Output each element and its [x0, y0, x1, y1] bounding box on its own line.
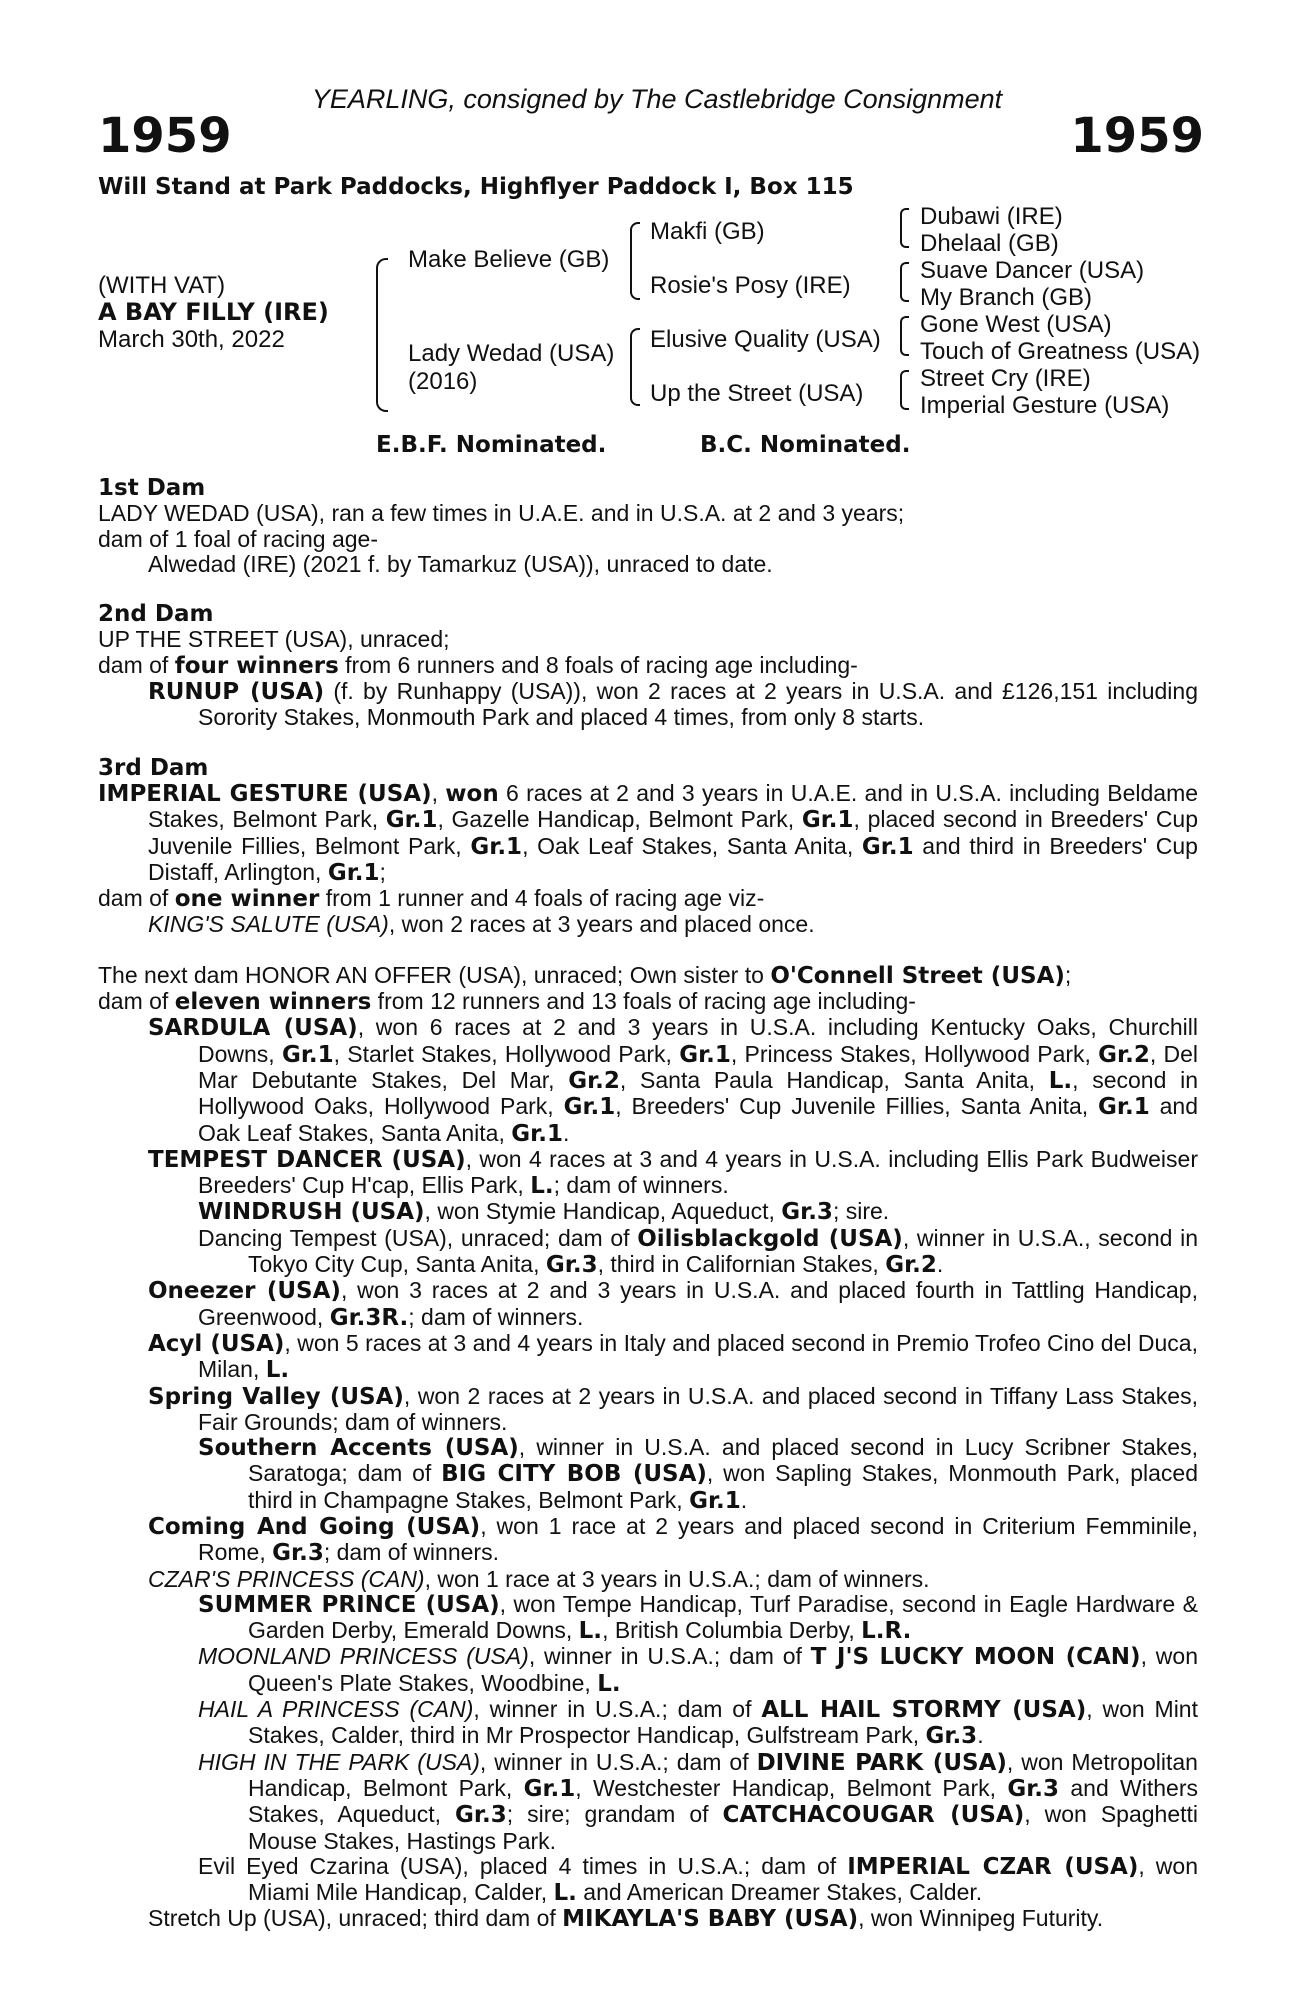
main-brace	[376, 258, 388, 412]
produce-summer-prince: SUMMER PRINCE (USA), won Tempe Handicap, Turf Paradise, second in Eagle Hardware & Garden Derby, Emerald Downs, L., British Columbia Derby, L.R.	[198, 1590, 1198, 1645]
g3-7: Street Cry (IRE)	[920, 365, 1091, 392]
g3-brace-1	[900, 208, 909, 248]
second-dam-produce-intro: dam of four winners from 6 runners and 8 foals of racing age including-	[98, 651, 858, 679]
dam-year: (2016)	[408, 368, 478, 395]
dam-sire: Elusive Quality (USA)	[650, 326, 881, 353]
produce-oneezer: Oneezer (USA), won 3 races at 2 and 3 years in U.S.A. and placed fourth in Tattling Handicap, Greenwood, Gr.3R.; dam of winners.	[148, 1277, 1198, 1331]
second-dam-text: UP THE STREET (USA), unraced;	[98, 626, 450, 653]
produce-dancing-tempest: Dancing Tempest (USA), unraced; dam of Oilisblackgold (USA), winner in U.S.A., second in Tokyo City Cup, Santa Anita, Gr.3, third in Californian Stakes, Gr.2.	[198, 1224, 1198, 1279]
third-dam-heading: 3rd Dam	[98, 754, 209, 781]
produce-sardula: SARDULA (USA), won 6 races at 2 and 3 years in U.S.A. including Kentucky Oaks, Churchill Downs, Gr.1, Starlet Stakes, Hollywood Park, Gr.1, Princess Stakes, Hollywood Park, Gr.2, Del Mar Debutante Stakes, Del Mar, Gr.2, Santa Paula Handicap, Santa Anita, L., second in Hollywood Oaks, Hollywood Park, Gr.1, Breeders' Cup Juvenile Fillies, Santa Anita, Gr.1 and Oak Leaf Stakes, Santa Anita, Gr.1.	[148, 1014, 1199, 1147]
next-dam-produce-intro: dam of eleven winners from 12 runners and 13 foals of racing age including-	[98, 988, 916, 1016]
produce-runup: RUNUP (USA) (f. by Runhappy (USA)), won 2 races at 2 years in U.S.A. and £126,151 including Sorority Stakes, Monmouth Park and placed 4 times, from only 8 starts.	[148, 678, 1198, 731]
produce-acyl: Acyl (USA), won 5 races at 3 and 4 years in Italy and placed second in Premio Trofeo Cino del Duca, Milan, L.	[148, 1329, 1198, 1384]
sire-dam: Rosie's Posy (IRE)	[650, 272, 851, 299]
produce-southern-accents: Southern Accents (USA), winner in U.S.A. and placed second in Lucy Scribner Stakes, Saratoga; dam of BIG CITY BOB (USA), won Sapling Stakes, Monmouth Park, placed third in Champagne Stakes, Belmont Park, Gr.1.	[198, 1434, 1198, 1514]
dam-dam: Up the Street (USA)	[650, 380, 864, 407]
g3-brace-2	[900, 262, 909, 302]
produce-high-in-the-park: HIGH IN THE PARK (USA), winner in U.S.A.; dam of DIVINE PARK (USA), won Metropolitan Handicap, Belmont Park, Gr.1, Westchester Handicap, Belmont Park, Gr.3 and Withers Stakes, Aqueduct, Gr.3; sire; grandam of CATCHACOUGAR (USA), won Spaghetti Mouse Stakes, Hastings Park.	[198, 1748, 1199, 1854]
produce-coming-and-going: Coming And Going (USA), won 1 race at 2 years and placed second in Criterium Femminile, Rome, Gr.3; dam of winners.	[148, 1512, 1198, 1567]
g3-brace-4	[900, 370, 909, 410]
g3-3: Suave Dancer (USA)	[920, 257, 1145, 284]
g3-2: Dhelaal (GB)	[920, 230, 1059, 257]
stabling-line: Will Stand at Park Paddocks, Highflyer Paddock I, Box 115	[98, 174, 854, 200]
lot-number-left: 1959	[98, 108, 232, 164]
g3-brace-3	[900, 316, 909, 356]
sire: Make Believe (GB)	[408, 246, 610, 273]
second-dam-heading: 2nd Dam	[98, 601, 214, 628]
ebf-nomination: E.B.F. Nominated.	[376, 432, 607, 458]
third-dam-text: IMPERIAL GESTURE (USA), won 6 races at 2 and 3 years in U.A.E. and in U.S.A. including Beldame Stakes, Belmont Park, Gr.1, Gazelle Handicap, Belmont Park, Gr.1, placed second in Breeders' Cup Juvenile Fillies, Belmont Park, Gr.1, Oak Leaf Stakes, Santa Anita, Gr.1 and third in Breeders' Cup Distaff, Arlington, Gr.1;	[98, 779, 1199, 886]
produce-tempest-dancer: TEMPEST DANCER (USA), won 4 races at 3 and 4 years in U.S.A. including Ellis Park Budweiser Breeders' Cup H'cap, Ellis Park, L.; dam of winners.	[148, 1145, 1198, 1200]
bc-nomination: B.C. Nominated.	[700, 432, 911, 458]
produce-windrush: WINDRUSH (USA), won Stymie Handicap, Aqueduct, Gr.3; sire.	[198, 1198, 890, 1226]
produce-czars-princess: CZAR'S PRINCESS (CAN), won 1 race at 3 years in U.S.A.; dam of winners.	[148, 1565, 930, 1592]
dam: Lady Wedad (USA)	[408, 340, 615, 367]
first-dam-heading: 1st Dam	[98, 475, 206, 501]
produce-evil-eyed-czarina: Evil Eyed Czarina (USA), placed 4 times in U.S.A.; dam of IMPERIAL CZAR (USA), won Miami Mile Handicap, Calder, L. and American Dreamer Stakes, Calder.	[198, 1852, 1198, 1907]
sire-brace	[630, 222, 640, 300]
first-dam-text: LADY WEDAD (USA), ran a few times in U.A.E. and in U.S.A. at 2 and 3 years;	[98, 500, 905, 527]
lot-number-right: 1959	[1070, 108, 1204, 164]
produce-moonland-princess: MOONLAND PRINCESS (USA), winner in U.S.A.; dam of T J'S LUCKY MOON (CAN), won Queen's Plate Stakes, Woodbine, L.	[198, 1643, 1198, 1697]
sire-sire: Makfi (GB)	[650, 218, 765, 245]
next-dam-text: The next dam HONOR AN OFFER (USA), unraced; Own sister to O'Connell Street (USA);	[98, 961, 1072, 989]
produce-alwedad: Alwedad (IRE) (2021 f. by Tamarkuz (USA)), unraced to date.	[148, 550, 773, 577]
foaling-date: March 30th, 2022	[98, 326, 285, 353]
consignor-line: YEARLING, consigned by The Castlebridge Consignment	[311, 84, 1003, 114]
third-dam-produce-intro: dam of one winner from 1 runner and 4 foals of racing age viz-	[98, 885, 765, 913]
produce-stretch-up: Stretch Up (USA), unraced; third dam of MIKAYLA'S BABY (USA), won Winnipeg Futurity.	[148, 1905, 1104, 1933]
g3-6: Touch of Greatness (USA)	[920, 338, 1201, 365]
g3-8: Imperial Gesture (USA)	[920, 392, 1170, 419]
produce-hail-a-princess: HAIL A PRINCESS (CAN), winner in U.S.A.; dam of ALL HAIL STORMY (USA), won Mint Stakes, Calder, third in Mr Prospector Handicap, Gulfstream Park, Gr.3.	[198, 1696, 1198, 1750]
produce-spring-valley: Spring Valley (USA), won 2 races at 2 years in U.S.A. and placed second in Tiffany Lass Stakes, Fair Grounds; dam of winners.	[148, 1382, 1198, 1435]
first-dam-produce-intro: dam of 1 foal of racing age-	[98, 525, 378, 552]
g3-1: Dubawi (IRE)	[920, 203, 1063, 230]
produce-kings-salute: KING'S SALUTE (USA), won 2 races at 3 years and placed once.	[148, 911, 815, 938]
catalogue-body	[98, 476, 1198, 1933]
vat-note: (WITH VAT)	[98, 272, 226, 299]
g3-5: Gone West (USA)	[920, 311, 1112, 338]
dam-brace	[630, 328, 640, 406]
horse-name: A BAY FILLY (IRE)	[98, 298, 329, 326]
g3-4: My Branch (GB)	[920, 284, 1093, 311]
